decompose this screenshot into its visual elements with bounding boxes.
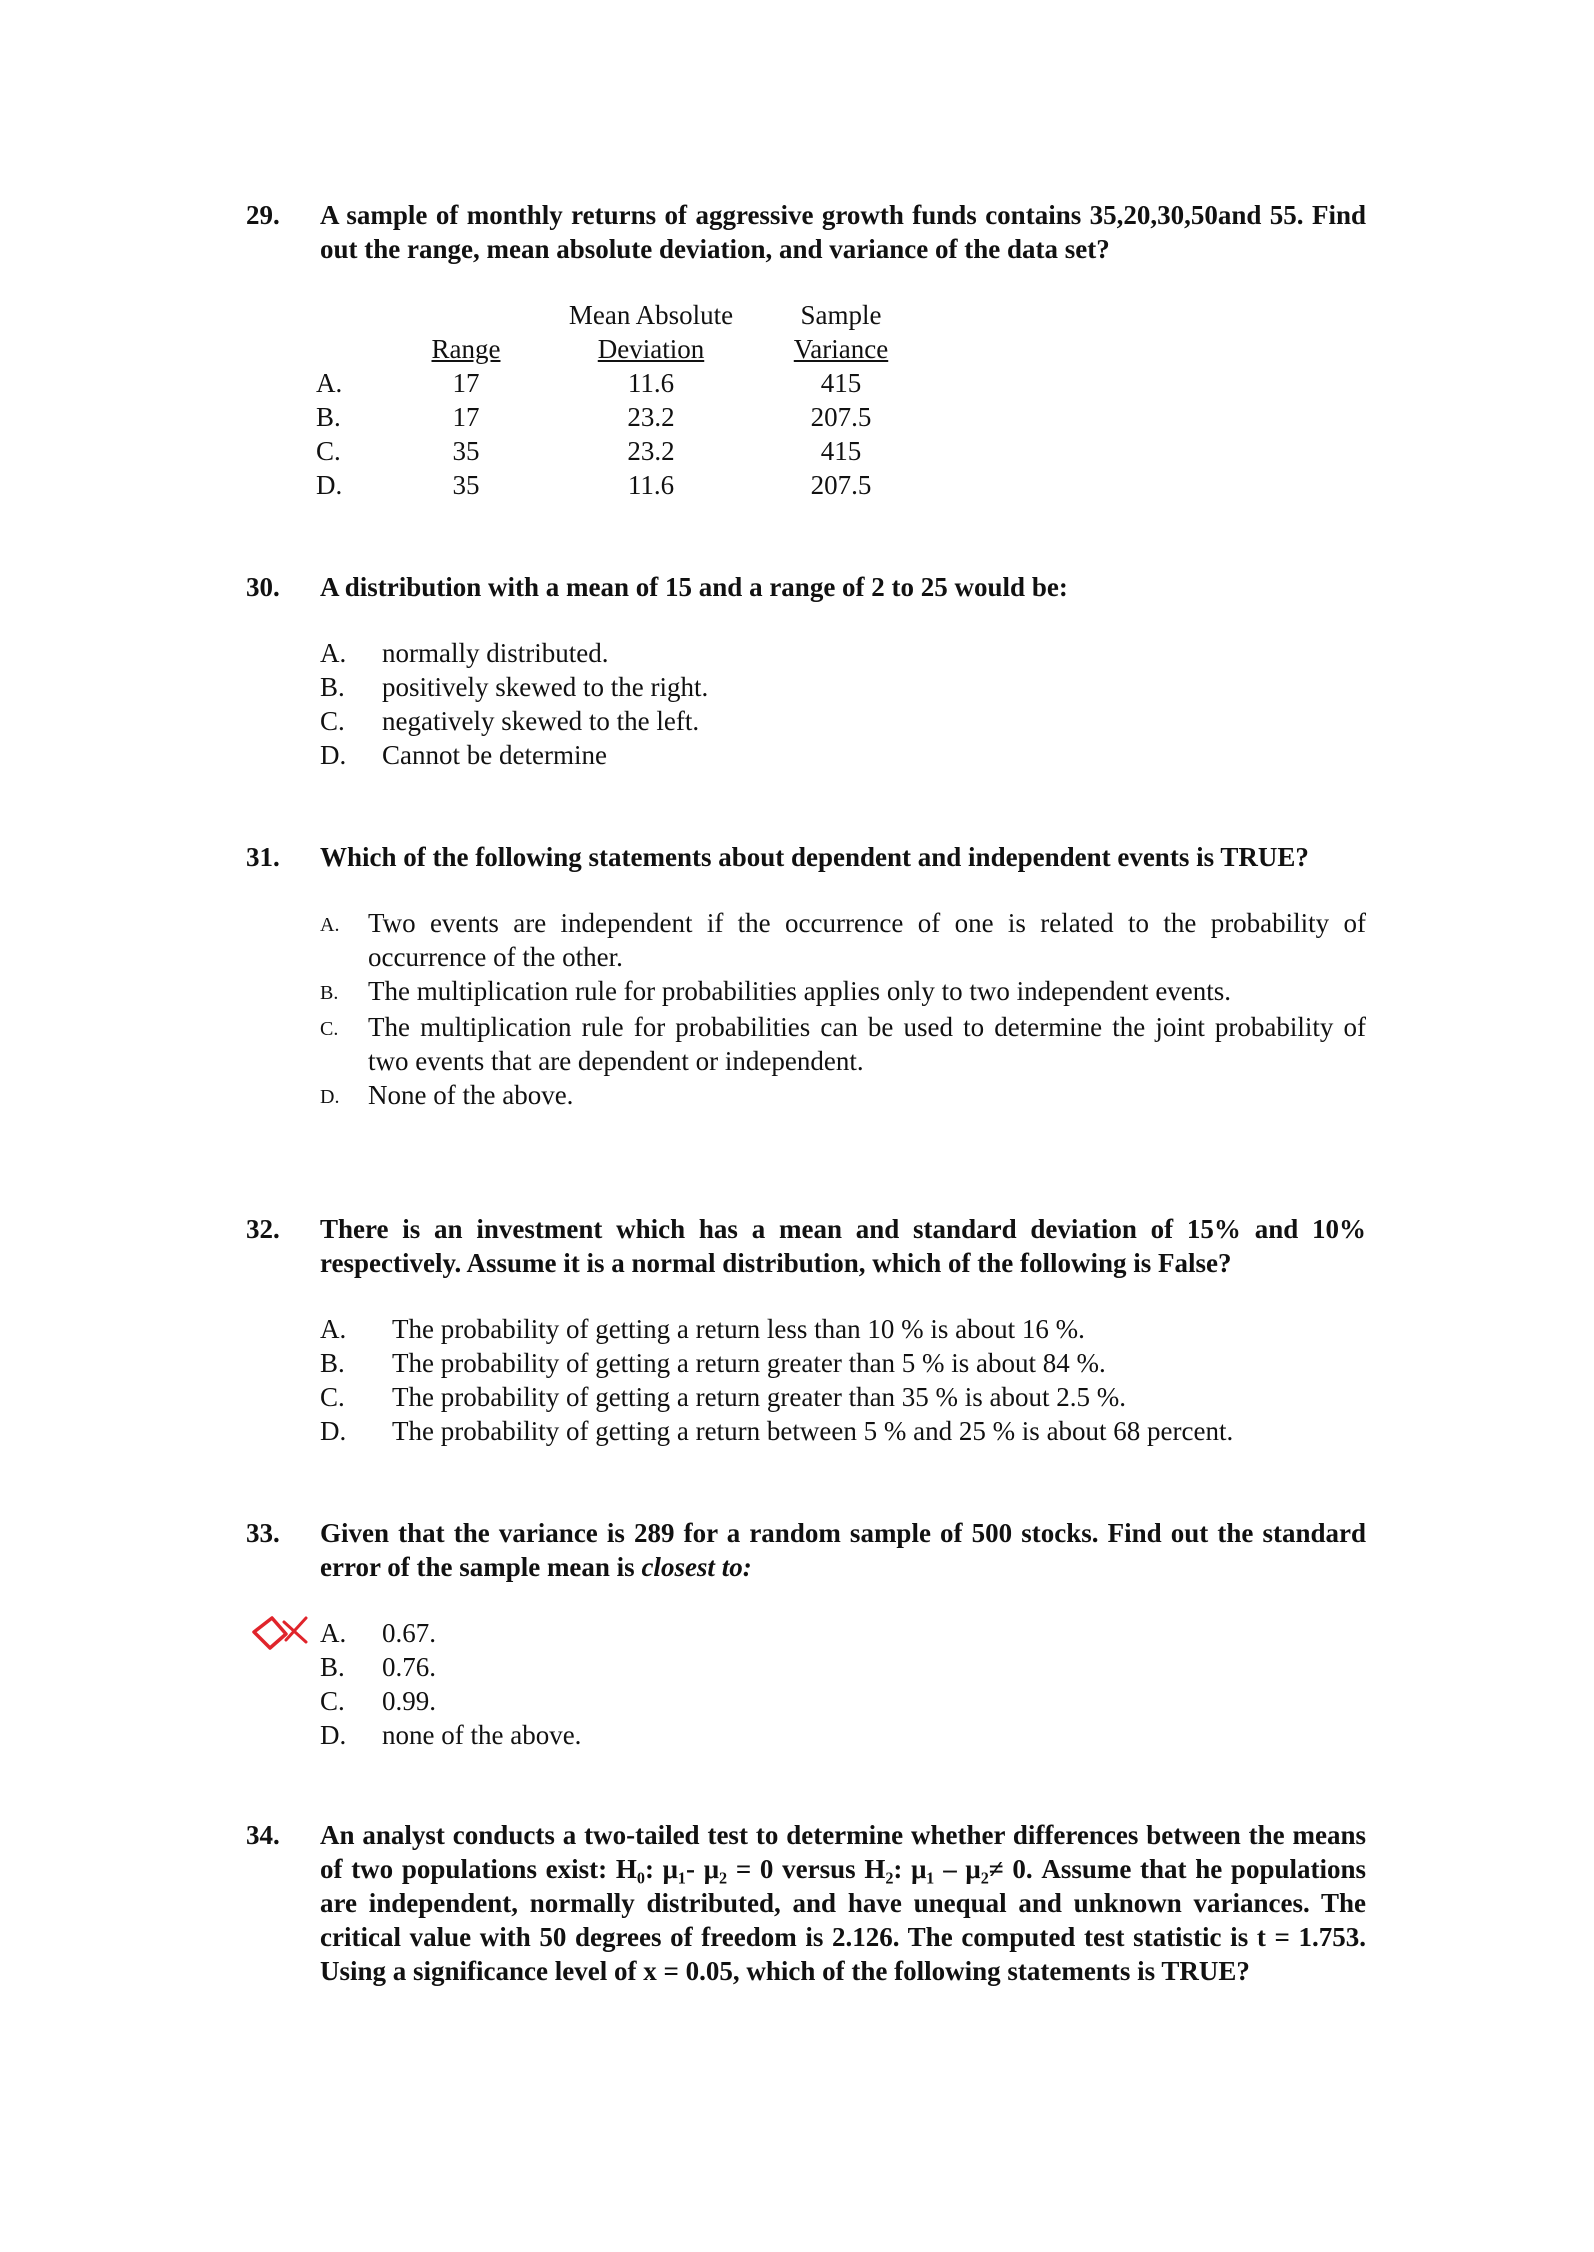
option-c[interactable]: C. The multiplication rule for probabilities can be used to determine the joint probability of two events that are dependent or independent. — [320, 1012, 1366, 1076]
table-row — [316, 468, 936, 502]
red-cross-mark-icon — [250, 1604, 320, 1664]
mad-cell: 11.6 — [627, 368, 675, 398]
variance-header-line1: Sample — [800, 300, 882, 330]
question-number: 30. — [246, 572, 280, 602]
question-text: A sample of monthly returns of aggressive growth funds contains 35,20,30,50and 55. Find out the range, mean absolute deviation, and variance of the data set? — [320, 200, 1366, 264]
answer-options — [320, 636, 1366, 772]
option-b[interactable]: B. positively skewed to the right. — [320, 672, 709, 702]
question-number: 33. — [246, 1518, 280, 1548]
mad-cell: 23.2 — [627, 436, 675, 466]
question-29 — [248, 198, 1366, 266]
option-a[interactable]: A. normally distributed. — [320, 638, 609, 668]
question-30 — [248, 570, 1366, 772]
answer-options — [320, 906, 1366, 1114]
table-row — [316, 366, 936, 400]
row-label: B. — [316, 402, 341, 432]
range-cell: 35 — [452, 470, 480, 500]
mad-header-line1: Mean Absolute — [568, 300, 734, 330]
question-33 — [248, 1516, 1366, 1752]
row-label: C. — [316, 436, 341, 466]
range-cell: 35 — [452, 436, 480, 466]
mad-header-line2: Deviation — [597, 334, 705, 364]
variance-header-line2: Variance — [793, 334, 889, 364]
option-b[interactable]: B. The probability of getting a return greater than 5 % is about 84 %. — [320, 1348, 1106, 1378]
answer-table — [316, 298, 936, 502]
option-c[interactable]: C. negatively skewed to the left. — [320, 706, 700, 736]
question-text: There is an investment which has a mean and standard deviation of 15% and 10% respectively. Assume it is a normal distribution, which of the following is False? — [320, 1214, 1366, 1278]
variance-cell: 207.5 — [810, 402, 872, 432]
option-d[interactable]: D. The probability of getting a return between 5 % and 25 % is about 68 percent. — [320, 1416, 1234, 1446]
question-number: 32. — [246, 1214, 280, 1244]
row-label: A. — [316, 368, 343, 398]
option-b[interactable]: B. The multiplication rule for probabilities applies only to two independent events. — [320, 976, 1232, 1006]
range-cell: 17 — [452, 402, 480, 432]
question-31 — [248, 840, 1366, 1114]
variance-cell: 415 — [820, 368, 862, 398]
option-a[interactable]: A. The probability of getting a return less than 10 % is about 16 %. — [320, 1314, 1085, 1344]
variance-cell: 207.5 — [810, 470, 872, 500]
question-number: 31. — [246, 842, 280, 872]
question-34 — [248, 1818, 1366, 1988]
emphasis-text: closest to: — [641, 1552, 752, 1582]
question-text: Which of the following statements about dependent and independent events is TRUE? — [320, 842, 1309, 872]
question-number: 34. — [246, 1820, 280, 1850]
range-cell: 17 — [452, 368, 480, 398]
answer-options — [320, 1616, 1366, 1752]
option-c[interactable]: C. 0.99. — [320, 1686, 436, 1716]
option-d[interactable]: D. None of the above. — [320, 1080, 574, 1110]
mad-cell: 23.2 — [627, 402, 675, 432]
range-header: Range — [431, 334, 501, 364]
option-c[interactable]: C. The probability of getting a return greater than 35 % is about 2.5 %. — [320, 1382, 1127, 1412]
table-row — [316, 400, 936, 434]
option-a[interactable]: A. Two events are independent if the occurrence of one is related to the probability of occurrence of the other. — [320, 908, 1366, 972]
variance-cell: 415 — [820, 436, 862, 466]
option-a[interactable]: A. 0.67. — [320, 1618, 436, 1648]
option-b[interactable]: B. 0.76. — [320, 1652, 436, 1682]
option-d[interactable]: D. none of the above. — [320, 1720, 582, 1750]
question-32 — [248, 1212, 1366, 1448]
table-row — [316, 434, 936, 468]
mad-cell: 11.6 — [627, 470, 675, 500]
question-text: An analyst conducts a two-tailed test to determine whether differences between the means of two populations exist: H₀: μ₁- μ₂ = 0 versus H₂: μ₁ – μ₂≠ 0. Assume that he populations are independent, normally distributed, and have unequal and unknown variances. The critical value with 50 degrees of freedom is 2.126. The computed test statistic is t = 1.753. Using a significance level of x = 0.05, which of the following statements is TRUE? — [320, 1820, 1366, 1986]
option-d[interactable]: D. Cannot be determine — [320, 740, 607, 770]
question-text: Given that the variance is 289 for a random sample of 500 stocks. Find out the standard error of the sample mean is closest to: — [320, 1518, 1366, 1582]
answer-options — [320, 1312, 1366, 1448]
question-text: A distribution with a mean of 15 and a range of 2 to 25 would be: — [320, 572, 1068, 602]
row-label: D. — [316, 470, 343, 500]
question-number: 29. — [246, 200, 280, 230]
